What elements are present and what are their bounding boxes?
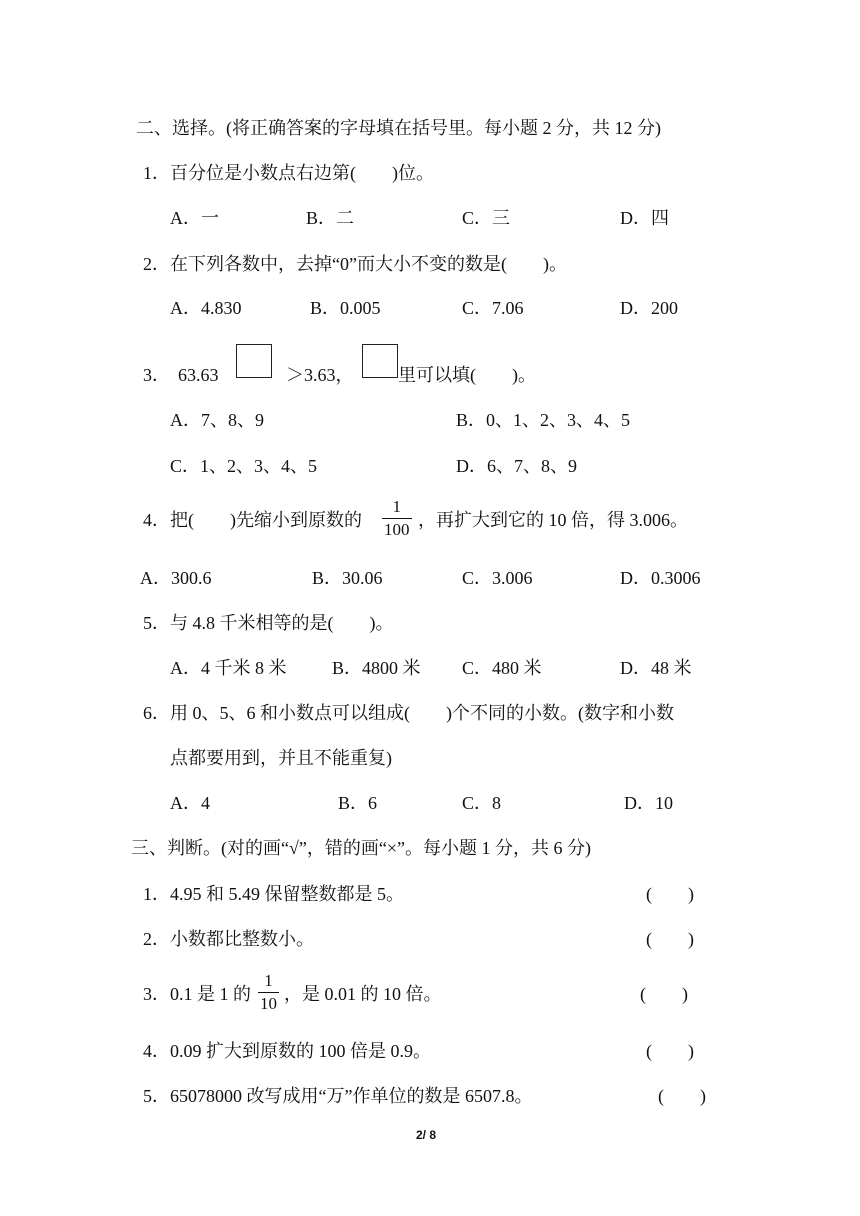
judgement-1-stem: 1．4.95 和 5.49 保留整数都是 5。	[143, 884, 404, 904]
option-c: C．3.006	[462, 568, 533, 588]
answer-parentheses: ( )	[646, 1041, 694, 1061]
answer-box	[362, 344, 398, 378]
question-2-4-stem-a: 4．把( )先缩小到原数的	[143, 510, 362, 530]
option-a: A．7、8、9	[170, 410, 264, 430]
question-2-6-stem-line2: 点都要用到，并且不能重复)	[170, 748, 392, 768]
option-d: D．0.3006	[620, 568, 701, 588]
fraction-one-tenth	[258, 971, 279, 1014]
fraction-bar	[258, 992, 279, 993]
option-b: B．4800 米	[332, 658, 421, 678]
fraction-denominator: 10	[260, 994, 277, 1013]
fraction-denominator: 100	[384, 520, 410, 539]
option-c: C．480 米	[462, 658, 542, 678]
answer-parentheses: ( )	[646, 884, 694, 904]
section-2-title: 二、选择。(将正确答案的字母填在括号里。每小题 2 分，共 12 分)	[136, 118, 661, 138]
fraction-numerator: 1	[392, 497, 401, 516]
option-b: B．二	[306, 208, 355, 228]
judgement-2-stem: 2．小数都比整数小。	[143, 929, 314, 949]
section-3-title: 三、判断。(对的画“√”，错的画“×”。每小题 1 分，共 6 分)	[131, 838, 591, 858]
fraction-numerator: 1	[264, 971, 273, 990]
option-b: B．0.005	[310, 298, 381, 318]
option-c: C．8	[462, 793, 502, 813]
question-2-6-stem-line1: 6．用 0、5、6 和小数点可以组成( )个不同的小数。(数字和小数	[143, 703, 674, 723]
judgement-4-stem: 4．0.09 扩大到原数的 100 倍是 0.9。	[143, 1041, 431, 1061]
option-a: A．300.6	[140, 568, 212, 588]
option-a: A．4 千米 8 米	[170, 658, 287, 678]
answer-box	[236, 344, 272, 378]
question-2-5-stem: 5．与 4.8 千米相等的是( )。	[143, 613, 394, 633]
option-d: D．200	[620, 298, 678, 318]
question-2-1-stem: 1．百分位是小数点右边第( )位。	[143, 163, 434, 183]
question-2-4-stem-b: ，再扩大到它的 10 倍，得 3.006。	[418, 510, 688, 530]
question-2-3-tail: 里可以填( )。	[398, 365, 536, 385]
question-2-3-value: 63.63	[178, 365, 219, 385]
option-d: D．6、7、8、9	[456, 456, 577, 476]
option-b: B．30.06	[312, 568, 383, 588]
option-b: B．6	[338, 793, 378, 813]
answer-parentheses: ( )	[658, 1086, 706, 1106]
option-d: D．10	[624, 793, 673, 813]
option-a: A．4.830	[170, 298, 242, 318]
judgement-3-stem-a: 3．0.1 是 1 的	[143, 984, 251, 1004]
answer-parentheses: ( )	[640, 984, 688, 1004]
option-d: D．四	[620, 208, 669, 228]
option-a: A．4	[170, 793, 210, 813]
option-c: C．三	[462, 208, 511, 228]
judgement-3-stem-b: ，是 0.01 的 10 倍。	[284, 984, 442, 1004]
fraction-bar	[382, 518, 412, 519]
fraction-one-hundredth	[382, 497, 412, 540]
question-2-3-compare: ＞3.63，	[286, 365, 354, 385]
option-c: C．7.06	[462, 298, 524, 318]
question-2-2-stem: 2．在下列各数中，去掉“0”而大小不变的数是( )。	[143, 254, 567, 274]
option-c: C．1、2、3、4、5	[170, 456, 318, 476]
answer-parentheses: ( )	[646, 929, 694, 949]
judgement-5-stem: 5．65078000 改写成用“万”作单位的数是 6507.8。	[143, 1086, 533, 1106]
page-number: 2/ 8	[416, 1128, 437, 1142]
option-b: B．0、1、2、3、4、5	[456, 410, 631, 430]
option-d: D．48 米	[620, 658, 692, 678]
option-a: A．一	[170, 208, 219, 228]
question-2-3-number: 3．	[143, 365, 170, 385]
